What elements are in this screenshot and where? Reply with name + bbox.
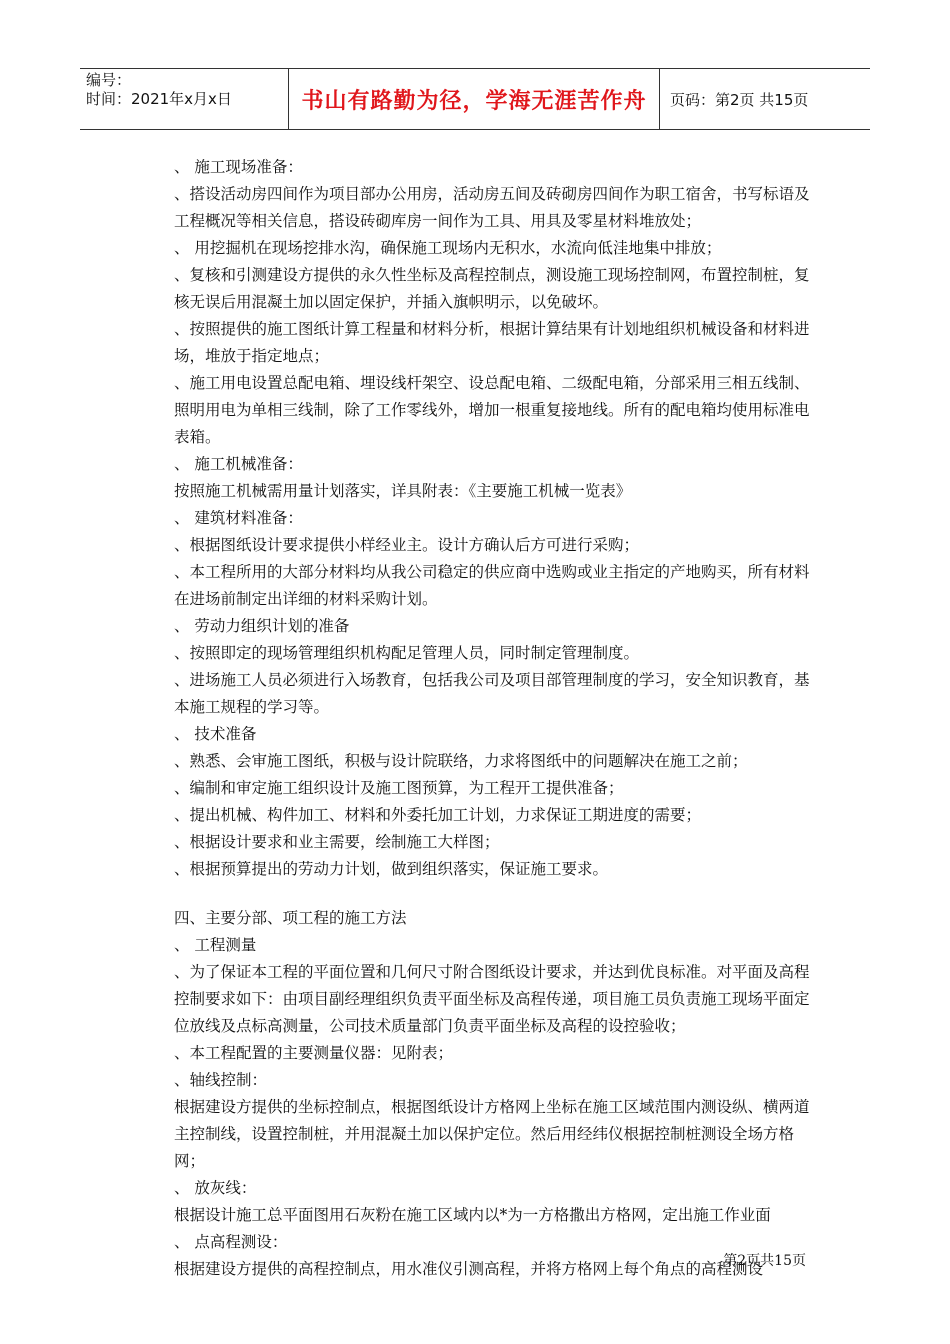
paragraph: 、为了保证本工程的平面位置和几何尺寸附合图纸设计要求，并达到优良标准。对平面及高程控制要求如下：由项目副经理组织负责平面坐标及高程传递，项目施工员负责施工现场平面定位放线及点标高测量，公司技术质量部门负责平面坐标及高程的设控验收； — [174, 963, 810, 1035]
paragraph: 、提出机械、构件加工、材料和外委托加工计划，力求保证工期进度的需要； — [174, 806, 702, 824]
paragraph: 、轴线控制： — [174, 1071, 268, 1089]
paragraph: 、根据预算提出的劳动力计划，做到组织落实，保证施工要求。 — [174, 860, 609, 878]
page-header — [80, 68, 870, 130]
paragraph: 、 劳动力组织计划的准备 — [174, 617, 350, 635]
paragraph: 根据建设方提供的高程控制点，用水准仪引测高程，并将方格网上每个角点的高程测设 — [174, 1260, 764, 1278]
section-construction-methods — [174, 905, 814, 1283]
paragraph: 、本工程所用的大部分材料均从我公司稳定的供应商中选购或业主指定的产地购买，所有材料在进场前制定出详细的材料采购计划。 — [174, 563, 810, 608]
paragraph: 、复核和引测建设方提供的永久性坐标及高程控制点，测设施工现场控制网，布置控制桩，复核无误后用混凝土加以固定保护，并插入旗帜明示，以免破坏。 — [174, 266, 810, 311]
paragraph: 、搭设活动房四间作为项目部办公用房，活动房五间及砖砌房四间作为职工宿舍，书写标语及工程概况等相关信息，搭设砖砌库房一间作为工具、用具及零星材料堆放处； — [174, 185, 810, 230]
paragraph: 、 用挖掘机在现场挖排水沟，确保施工现场内无积水，水流向低洼地集中排放； — [174, 239, 722, 257]
document-number-label: 编号： — [86, 71, 132, 89]
header-meta — [80, 69, 288, 129]
paragraph: 、 施工机械准备： — [174, 455, 303, 473]
paragraph: 、 工程测量 — [174, 936, 257, 954]
paragraph: 、施工用电设置总配电箱、埋设线杆架空、设总配电箱、二级配电箱，分部采用三相五线制、照明用电为单相三线制，除了工作零线外，增加一根重复接地线。所有的配电箱均使用标准电表箱。 — [174, 374, 810, 446]
paragraph: 、按照提供的施工图纸计算工程量和材料分析，根据计算结果有计划地组织机械设备和材料进场，堆放于指定地点； — [174, 320, 810, 365]
section-preparation — [174, 154, 814, 883]
paragraph: 、 建筑材料准备： — [174, 509, 303, 527]
paragraph: 、 点高程测设： — [174, 1233, 288, 1251]
paragraph: 、 技术准备 — [174, 725, 257, 743]
page-footer: 第2页共15页 — [723, 1253, 806, 1269]
paragraph: 、熟悉、会审施工图纸，积极与设计院联络，力求将图纸中的问题解决在施工之前； — [174, 752, 748, 770]
paragraph: 、按照即定的现场管理组织机构配足管理人员，同时制定管理制度。 — [174, 644, 640, 662]
document-body — [174, 154, 814, 1283]
paragraph: 、进场施工人员必须进行入场教育，包括我公司及项目部管理制度的学习，安全知识教育，基本施工规程的学习等。 — [174, 671, 810, 716]
header-page-number: 页码：第2页 共15页 — [670, 90, 809, 109]
paragraph: 按照施工机械需用量计划落实，详具附表：《主要施工机械一览表》 — [174, 482, 632, 500]
paragraph: 、根据图纸设计要求提供小样经业主。设计方确认后方可进行采购； — [174, 536, 640, 554]
document-date: 时间：2021年x月x日 — [86, 90, 232, 108]
paragraph: 、 放灰线： — [174, 1179, 257, 1197]
paragraph: 四、主要分部、项工程的施工方法 — [174, 909, 407, 927]
paragraph: 根据建设方提供的坐标控制点，根据图纸设计方格网上坐标在施工区域范围内测设纵、横两道主控制线，设置控制桩，并用混凝土加以保护定位。然后用经纬仪根据控制桩测设全场方格网； — [174, 1098, 810, 1170]
paragraph: 根据设计施工总平面图用石灰粉在施工区域内以*为一方格撒出方格网，定出施工作业面 — [174, 1206, 771, 1224]
paragraph: 、本工程配置的主要测量仪器：见附表； — [174, 1044, 454, 1062]
paragraph: 、根据设计要求和业主需要，绘制施工大样图； — [174, 833, 500, 851]
paragraph: 、 施工现场准备： — [174, 158, 303, 176]
paragraph-gap — [174, 883, 814, 905]
header-motto: 书山有路勤为径，学海无涯苦作舟 — [288, 69, 660, 129]
paragraph: 、编制和审定施工组织设计及施工图预算，为工程开工提供准备； — [174, 779, 624, 797]
